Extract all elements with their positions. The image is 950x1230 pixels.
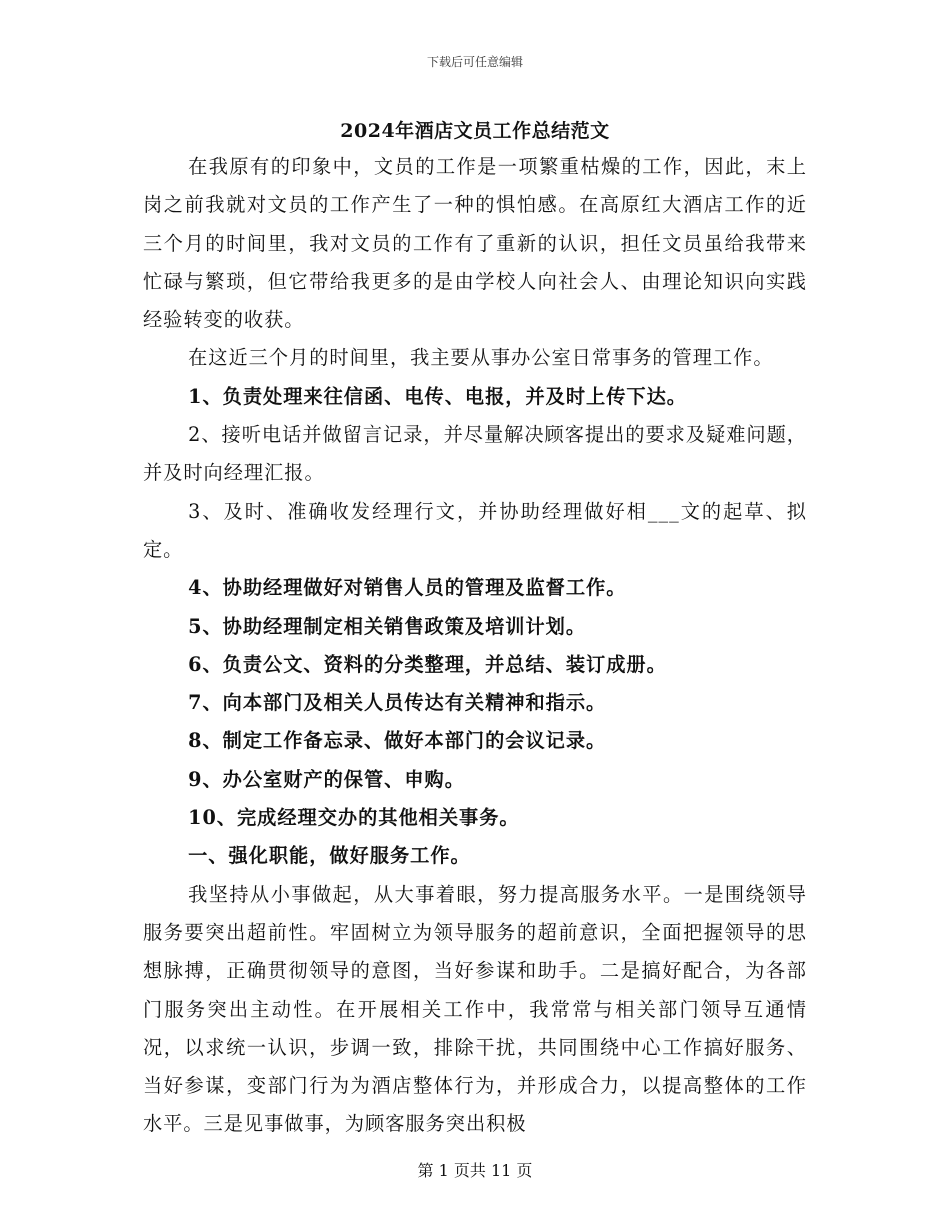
page-number: 第 1 页共 11 页 — [417, 1161, 533, 1180]
duty-item-7: 7、向本部门及相关人员传达有关精神和指示。 — [188, 691, 607, 715]
download-note: 下载后可任意编辑 — [426, 55, 523, 69]
document-body — [143, 148, 807, 1144]
duty-item-9: 9、办公室财产的保管、申购。 — [188, 767, 465, 791]
duty-item-8: 8、制定工作备忘录、做好本部门的会议记录。 — [188, 729, 607, 753]
duty-item-1: 1、负责处理来往信函、电传、电报，并及时上传下达。 — [188, 384, 687, 408]
duties-intro-paragraph: 在这近三个月的时间里，我主要从事办公室日常事务的管理工作。 — [188, 346, 774, 370]
section-heading-1: 一、强化职能，做好服务工作。 — [188, 844, 471, 868]
duty-item-3: 3、及时、准确收发经理行文，并协助经理做好相___文的起草、拟定。 — [143, 499, 807, 561]
service-paragraph: 我坚持从小事做起，从大事着眼，努力提高服务水平。一是围绕领导服务要突出超前性。牢固树立为领导服务的超前意识，全面把握领导的思想脉搏，正确贯彻领导的意图，当好参谋和助手。二是搞好配合，为各部门服务突出主动性。在开展相关工作中，我常常与相关部门领导互通情况，以求统一认识，步调一致，排除干扰，共同围绕中心工作搞好服务、当好参谋，变部门行为为酒店整体行为，并形成合力，以提高整体的工作水平。三是见事做事，为顾客服务突出积极 — [143, 882, 807, 1136]
intro-paragraph: 在我原有的印象中，文员的工作是一项繁重枯燥的工作，因此，末上岗之前我就对文员的工作产生了一种的惧怕感。在高原红大酒店工作的近三个月的时间里，我对文员的工作有了重新的认识，担任文员虽给我带来忙碌与繁琐，但它带给我更多的是由学校人向社会人、由理论知识向实践经验转变的收获。 — [143, 155, 807, 332]
duty-item-6: 6、负责公文、资料的分类整理，并总结、装订成册。 — [188, 652, 667, 676]
duty-item-4: 4、协助经理做好对销售人员的管理及监督工作。 — [188, 576, 627, 600]
duty-item-10: 10、完成经理交办的其他相关事务。 — [188, 806, 520, 830]
duty-item-2: 2、接听电话并做留言记录，并尽量解决顾客提出的要求及疑难问题，并及时向经理汇报。 — [143, 423, 807, 485]
duty-item-5: 5、协助经理制定相关销售政策及培训计划。 — [188, 614, 587, 638]
document-title: 2024年酒店文员工作总结范文 — [340, 120, 610, 142]
